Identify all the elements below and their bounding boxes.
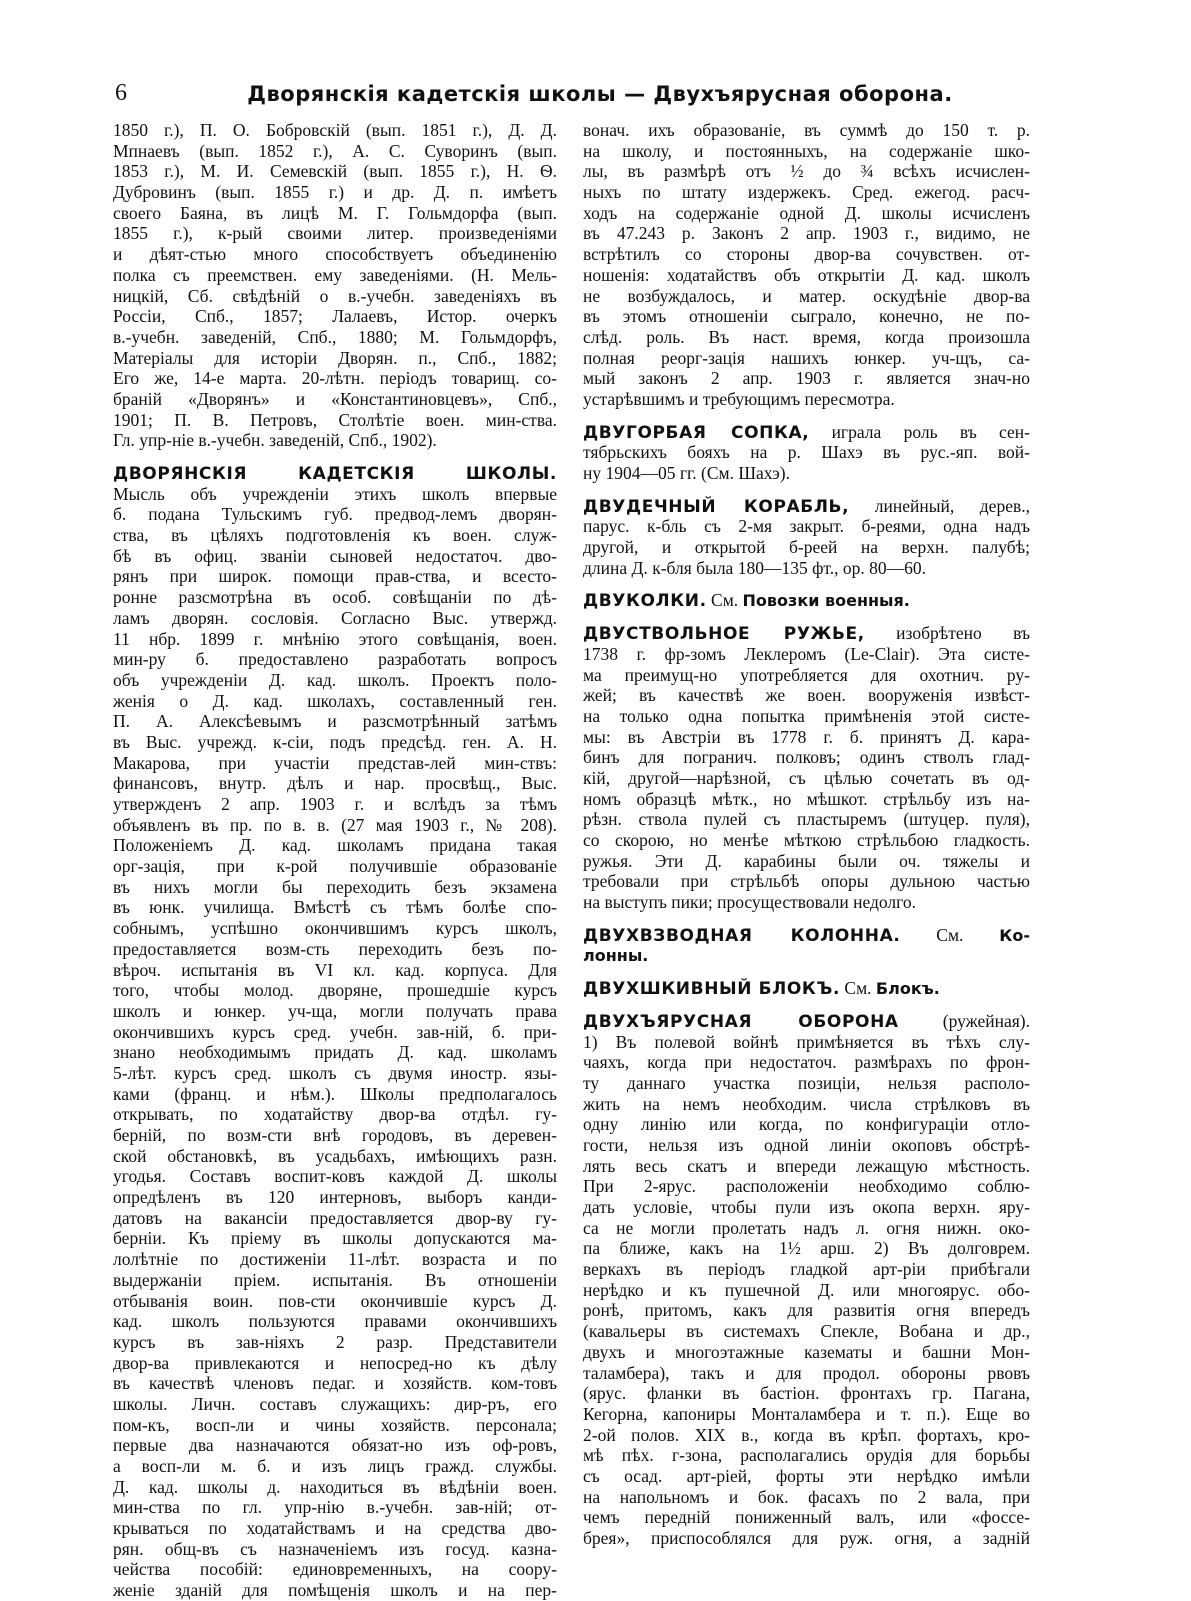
line-text: гости, нельзя изъ одной линіи окоповъ обстрѣ- [583, 1134, 1030, 1155]
entry-gap [583, 484, 1030, 496]
text-line [583, 516, 1030, 537]
line-text: не возбуждалось, и матер. оскудѣніе двор-ва [583, 285, 1030, 306]
line-text: См. [900, 924, 1000, 945]
entry-headword: ДВУХВЗВОДНАЯ КОЛОННА. [583, 925, 901, 946]
line-text: мый законъ 2 апр. 1903 г. является знач-но [583, 368, 1030, 389]
line-text: ныхъ по штату издержекъ. Сред. ежегод. расч- [583, 182, 1030, 203]
line-text: другой, и открытой б-реей на верхн. палубѣ; [583, 537, 1030, 558]
line-text: парус. к-бль съ 2-мя закрыт. б-реями, одна надъ [583, 516, 1030, 537]
line-text: въ нихъ могли бы переходить безъ экзамена [113, 876, 557, 897]
text-line [113, 566, 557, 587]
text-line [113, 1208, 557, 1229]
text-line [113, 389, 557, 410]
text-line [583, 537, 1030, 558]
text-line [113, 587, 557, 608]
line-text: Макарова, при участіи представ-лей мин-ствъ: [113, 752, 557, 773]
line-text: угодья. Составъ воспит-ковъ каждой Д. школы [113, 1166, 557, 1187]
line-text: ства, въ цѣляхъ подготовленія къ воен. служ- [113, 525, 557, 546]
line-text: нерѣдко и къ пушечной Д. или многоярус. обо- [583, 1279, 1030, 1300]
line-text: браній «Дворянъ» и «Константиновцевъ», Спб., [113, 388, 557, 409]
text-line [583, 892, 1030, 913]
line-text: дать условіе, чтобы пули изъ окопа верхн. яру- [583, 1197, 1030, 1217]
line-text: При 2-ярус. расположеніи необходимо соблю- [583, 1176, 1030, 1197]
line-text: крываться по ходатайствамъ и на средства дво- [113, 1518, 557, 1539]
text-line [113, 1394, 557, 1415]
text-line [583, 1487, 1030, 1508]
text-line [583, 265, 1030, 286]
line-text: окончившихъ курсъ сред. учебн. зав-ній, б. при- [113, 1021, 557, 1042]
text-line [583, 389, 1030, 410]
line-text: женіе зданій для помѣщенія школъ и на пер- [113, 1580, 557, 1601]
text-line [583, 851, 1030, 872]
text-line [113, 649, 557, 670]
text-line [583, 161, 1030, 182]
line-text: ружья. Эти Д. карабины были оч. тяжелы и [583, 850, 1030, 871]
line-text: школы. Личн. составъ служащихъ: дир-ръ, его [113, 1393, 557, 1414]
line-text: берніи. Къ пріему въ школы допускаются ма- [113, 1228, 557, 1249]
line-text: па ближе, какъ на 1½ арш. 2) Въ долговрем. [583, 1238, 1030, 1259]
line-text: бинъ для погранич. полковъ; одинъ стволъ глад- [583, 747, 1030, 768]
text-line [113, 1042, 557, 1063]
entry-headword: ДВУГОРБАЯ СОПКА, [583, 422, 810, 443]
entry-gap [583, 999, 1030, 1011]
text-line [113, 629, 557, 650]
line-text: 1901; П. В. Петровъ, Столѣтіе воен. мин-ства. [113, 409, 557, 430]
text-line [113, 161, 557, 182]
text-line [113, 939, 557, 960]
entry-headword: ДВУСТВОЛЬНОЕ РУЖЬЕ, [583, 624, 865, 644]
line-text: а восп-ли м. б. и изъ лицъ гражд. службы. [113, 1456, 557, 1476]
line-text: выдержаніи пріем. испытанія. Въ отношеніи [113, 1269, 557, 1290]
page-number: 6 [115, 80, 127, 106]
text-line [113, 773, 557, 794]
text-line [113, 1084, 557, 1105]
text-line [113, 1332, 557, 1353]
text-line [113, 1249, 557, 1270]
line-text: ношенія: ходатайствъ объ открытіи Д. кад. школъ [583, 264, 1030, 285]
line-text: утвержденъ 2 апр. 1903 г. и вслѣдъ за тѣмъ [113, 794, 557, 814]
entry-headword-line [583, 590, 1030, 611]
line-text: 5-лѣт. курсъ сред. школъ съ двумя иностр. язы- [113, 1062, 557, 1083]
text-line [113, 1518, 557, 1539]
line-text: въ этомъ отношеніи сыграло, конечно, не по- [583, 306, 1030, 327]
text-line [583, 368, 1030, 389]
line-text: лы, въ размѣрѣ отъ ½ до ¾ всѣхъ исчислен- [583, 161, 1030, 182]
text-line [583, 558, 1030, 579]
text-line [113, 244, 557, 265]
entry-headword: ДВУХЪЯРУСНАЯ ОБОРОНА [583, 1011, 899, 1032]
line-text: собнымъ, успѣшно окончившимъ курсъ школъ, [113, 918, 557, 939]
line-text: ну 1904—05 гг. (См. Шахэ). [583, 463, 790, 483]
text-line [113, 286, 557, 307]
line-text: того, чтобы молод. дворяне, прошедшіе курсъ [113, 980, 557, 1001]
line-text: въ 47.243 р. Законъ 2 апр. 1903 г., видимо, не [583, 223, 1030, 244]
cross-reference: Блокъ. [875, 979, 940, 999]
line-text: ту даннаго участка позиціи, нельзя располо- [583, 1072, 1030, 1093]
text-line [583, 1197, 1030, 1218]
line-text: брея», приспособлялся для руж. огня, а задній [583, 1528, 1030, 1548]
text-line [583, 306, 1030, 327]
text-line [583, 747, 1030, 768]
line-text: 1) Въ полевой войнѣ примѣняется въ тѣхъ слу- [583, 1031, 1030, 1052]
line-text: веркахъ въ періодъ гладкой арт-ріи прибѣгали [583, 1259, 1030, 1280]
line-text: мы: въ Австріи въ 1778 г. б. принятъ Д. кара- [583, 726, 1030, 747]
text-line [113, 182, 557, 203]
text-line [113, 835, 557, 856]
text-line [113, 1497, 557, 1518]
line-text: мин-ру б. предоставлено разработать вопросъ [113, 649, 557, 670]
line-text: Д. кад. школы д. находиться въ вѣдѣніи воен. [113, 1476, 557, 1497]
line-text: лолѣтніе по достиженіи 11-лѣт. возраста и по [113, 1249, 557, 1270]
line-text: ницкій, Сб. свѣдѣній о в.-учебн. заведеніяхъ въ [113, 285, 557, 306]
text-line [113, 856, 557, 877]
entry-gap [583, 578, 1030, 590]
text-line [113, 1373, 557, 1394]
line-text: длина Д. к-бля была 180—135 фт., ор. 80—60. [583, 557, 926, 578]
text-line [583, 141, 1030, 162]
text-line [113, 980, 557, 1001]
text-line [113, 327, 557, 348]
line-text: одну линію или когда, по конфигураціи отло- [583, 1114, 1030, 1135]
line-text: ронне разсмотрѣна въ особ. совѣщаніи по дѣ- [113, 587, 557, 608]
text-line [583, 1528, 1030, 1549]
line-text: своего Баяна, въ лицѣ М. Г. Гольмдорфа (вып. [113, 202, 557, 223]
line-text: таламбера), такъ и для продол. обороны рвовъ [583, 1362, 1030, 1383]
line-text: Гл. упр-ніе в.-учебн. заведеній, Спб., 1902). [113, 430, 437, 451]
line-text: изобрѣтено въ [864, 623, 1030, 644]
line-text: на выступъ пики; просуществовали недолго. [583, 892, 917, 913]
line-text: отбыванія воин. пов-сти окончившіе курсъ Д. [113, 1290, 557, 1311]
line-text: б. подана Тульскимъ губ. предвод-лемъ дворян- [113, 504, 557, 525]
text-line [113, 1022, 557, 1043]
entry-gap [583, 410, 1030, 422]
text-line [113, 306, 557, 327]
entry-gap [583, 913, 1030, 925]
line-text: и дѣят-стью много способствуетъ объединенію [113, 244, 557, 265]
line-text: П. А. Алексѣевымъ и разсмотрѣнный затѣмъ [113, 711, 557, 732]
text-line [113, 815, 557, 836]
line-text: ходъ на содержаніе одной Д. школы исчисленъ [583, 202, 1030, 223]
line-text: финансовъ, внутр. дѣлъ и нар. просвѣщ., Выс. [113, 773, 557, 794]
line-text: вѣроч. испытанія въ VI кл. кад. корпуса. Для [113, 959, 557, 980]
cross-reference: лонны. [583, 946, 649, 966]
line-text: на только одна попытка примѣненія этой систе- [583, 705, 1030, 726]
text-line [583, 1238, 1030, 1259]
text-line [113, 265, 557, 286]
text-line [113, 1228, 557, 1249]
text-line [583, 1507, 1030, 1528]
line-text: двухъ и многоэтажные казематы и башни Мон- [583, 1341, 1030, 1362]
line-text: мѣ пѣх. г-зона, располагались орудія для борьбы [583, 1445, 1030, 1466]
right-column [583, 120, 1030, 1549]
entry-headword: ДВУХШКИВНЫЙ БЛОКЪ. [583, 979, 841, 999]
line-text: линейный, дерев., [849, 495, 1030, 516]
line-text: курсъ въ зав-ніяхъ 2 разр. Представители [113, 1331, 557, 1352]
text-line [113, 1125, 557, 1146]
text-line [583, 1300, 1030, 1321]
text-line [583, 244, 1030, 265]
text-line [583, 1032, 1030, 1053]
text-line [583, 120, 1030, 141]
line-text: на школу, и постоянныхъ, на содержаніе шко- [583, 140, 1030, 161]
line-text: рѣзн. ствола пулей съ пластыремъ (штуцер. пуля), [583, 809, 1030, 830]
cross-reference: Повозки военныя. [742, 591, 910, 611]
line-text: объ учрежденіи Д. кад. школъ. Проектъ поло- [113, 669, 557, 690]
text-line [113, 960, 557, 981]
text-line [583, 1383, 1030, 1404]
line-text: 1850 г.), П. О. Бобровскій (вып. 1851 г.), Д. Д. [113, 120, 557, 140]
text-line [113, 410, 557, 431]
entry-headword-line [583, 1011, 1030, 1032]
line-text: пом-къ, восп-ли и чины хозяйств. персонала; [113, 1414, 557, 1435]
text-line [113, 1166, 557, 1187]
line-text: (кавальеры въ системахъ Спекле, Вобана и др., [583, 1321, 1030, 1342]
cross-reference: Ко- [999, 925, 1030, 945]
text-line [583, 809, 1030, 830]
line-text: съ осад. арт-ріей, форты эти нерѣдко имѣли [583, 1465, 1030, 1486]
line-text: встрѣтилъ со стороны двор-ва сочувствен. от- [583, 244, 1030, 265]
text-line [583, 442, 1030, 463]
left-column [113, 120, 557, 1601]
line-text: ками (франц. и нѣм.). Школы предполагалось [113, 1083, 557, 1104]
line-text: требовали при стрѣльбѣ опоры дульною частью [583, 871, 1030, 892]
text-line [113, 877, 557, 898]
line-text: знано необходимымъ придать Д. кад. школамъ [113, 1042, 557, 1063]
entry-gap [113, 451, 557, 463]
text-line [113, 525, 557, 546]
text-line [583, 1342, 1030, 1363]
line-text: въ юнк. училища. Вмѣстѣ съ тѣмъ болѣе спо- [113, 897, 557, 918]
text-line [113, 141, 557, 162]
text-line [113, 368, 557, 389]
line-text: в.-учебн. заведеній, Спб., 1880; М. Гольмдорфъ, [113, 326, 557, 347]
text-line [113, 546, 557, 567]
text-line [583, 644, 1030, 665]
line-text: рян. общ-въ съ назначеніемъ изъ госуд. казна- [113, 1538, 557, 1559]
text-line [113, 1104, 557, 1125]
line-text: чаяхъ, когда при недостаточ. размѣрахъ по фрон- [583, 1052, 1030, 1073]
line-text: Мысль объ учрежденіи этихъ школъ впервые [113, 483, 557, 504]
entry-headword: ДВУКОЛКИ. [583, 591, 707, 612]
line-text: на напольномъ и бок. фасахъ по 2 вала, при [583, 1486, 1030, 1507]
text-line [113, 1435, 557, 1456]
line-text: Кегорна, капониры Монталамбера и т. п.). Еще во [583, 1403, 1030, 1424]
text-line [583, 1176, 1030, 1197]
line-text: 1853 г.), М. И. Семевскій (вып. 1855 г.), Н. Ѳ. [113, 161, 557, 182]
line-text: въ Выс. учрежд. к-сіи, подъ предсѣд. ген. А. Н. [113, 731, 557, 752]
text-line [113, 1539, 557, 1560]
text-line [583, 223, 1030, 244]
text-line [583, 685, 1030, 706]
text-line [113, 1456, 557, 1477]
text-line [583, 1425, 1030, 1446]
text-line [113, 348, 557, 369]
text-line [583, 1404, 1030, 1425]
entry-headword-line [583, 925, 1030, 946]
line-text: открывать, по ходатайству двор-ва отдѣл. гу- [113, 1104, 557, 1125]
text-line [583, 1280, 1030, 1301]
line-text: Положеніемъ Д. кад. школамъ придана такая [113, 835, 557, 856]
line-text: берній, по возм-сти внѣ городовъ, въ деревен- [113, 1125, 557, 1145]
text-line [583, 1073, 1030, 1094]
line-text: объявленъ въ пр. по в. в. (27 мая 1903 г., № 208). [113, 814, 557, 835]
text-line [583, 463, 1030, 484]
line-text: орг-зація, при к-рой получившіе образованіе [113, 856, 557, 877]
line-text: въ качествѣ членовъ педаг. и хозяйств. ком-товъ [113, 1373, 557, 1394]
text-line [583, 348, 1030, 369]
text-line [113, 1001, 557, 1022]
line-text: Россіи, Спб., 1857; Лалаевъ, Истор. очеркъ [113, 306, 557, 327]
line-text: первые два назначаются обязат-но изъ оф-ровъ, [113, 1435, 557, 1456]
text-line [113, 1415, 557, 1436]
line-text: 1855 г.), к-рый своими литер. произведеніями [113, 223, 557, 244]
entry-headword-line [583, 978, 1030, 999]
entry-headword-line [113, 463, 557, 484]
line-text: школъ и юнкер. уч-ща, могли получать права [113, 1000, 557, 1021]
line-text: ской обстановкѣ, въ усадьбахъ, имѣющихъ разн. [113, 1145, 557, 1166]
text-line [113, 504, 557, 525]
line-text: кад. школъ пользуются правами окончившихъ [113, 1311, 557, 1332]
line-text: устарѣвшимъ и требующимъ пересмотра. [583, 388, 895, 409]
text-line [113, 732, 557, 753]
text-line [113, 1311, 557, 1332]
line-text: номъ образцѣ мѣтк., но мѣшкот. стрѣльбу изъ на- [583, 788, 1030, 809]
line-text: мин-ства по гл. упр-нію в.-учебн. зав-ній; от- [113, 1497, 557, 1518]
line-text: чейства пособій: единовременныхъ, на соору- [113, 1559, 557, 1580]
text-line [583, 1445, 1030, 1466]
text-line [583, 203, 1030, 224]
text-line [113, 1580, 557, 1601]
text-line [113, 691, 557, 712]
line-text: 2-ой полов. XIX в., когда въ крѣп. фортахъ, кро- [583, 1424, 1030, 1445]
text-line [113, 918, 557, 939]
text-line [113, 1270, 557, 1291]
text-line [583, 706, 1030, 727]
text-line [113, 484, 557, 505]
entry-headword-line [583, 422, 1030, 443]
line-text: (ружейная). [898, 1010, 1030, 1031]
entry-headword: ДВОРЯНСКІЯ КАДЕТСКІЯ ШКОЛЫ. [113, 464, 557, 484]
running-title: Дворянскія кадетскія школы — Двухъярусная оборона. [247, 82, 953, 106]
entry-headword-line [583, 496, 1030, 517]
line-text: предоставляется возм-сть переходить безъ по- [113, 938, 557, 959]
line-text: двор-ва привлекаются и непосред-но къ дѣлу [113, 1352, 557, 1373]
text-line [583, 1363, 1030, 1384]
text-line [113, 1477, 557, 1498]
line-text: са не могли пролетать надъ л. огня нижн. око- [583, 1217, 1030, 1238]
text-line [113, 794, 557, 815]
line-text: Его же, 14-е марта. 20-лѣтн. періодъ товарищ. со- [113, 368, 557, 389]
page-header [110, 80, 1030, 110]
text-line [113, 1187, 557, 1208]
text-line [583, 1094, 1030, 1115]
line-text: ронѣ, притомъ, какъ для развитія огня впередъ [583, 1300, 1030, 1321]
text-line [113, 1146, 557, 1167]
text-line [583, 768, 1030, 789]
text-line [113, 203, 557, 224]
text-line [583, 1156, 1030, 1177]
text-line [113, 711, 557, 732]
line-text: чемъ передній пониженный валъ, или «фоссе- [583, 1507, 1030, 1528]
text-line [583, 1321, 1030, 1342]
line-text: женія о Д. кад. школахъ, составленный ген. [113, 690, 557, 711]
text-line [583, 327, 1030, 348]
line-text: рянъ при широк. помощи прав-ства, и всесто- [113, 566, 557, 587]
line-text: 1738 г. фр-зомъ Леклеромъ (Le-Clair). Эта систе- [583, 643, 1030, 664]
line-text: слѣд. роль. Въ наст. время, когда произошла [583, 326, 1030, 347]
text-line [583, 1052, 1030, 1073]
text-line [583, 182, 1030, 203]
line-text: полная реорг-зація нашихъ юнкер. уч-щъ, са- [583, 347, 1030, 368]
line-text: Дубровинъ (вып. 1855 г.) и др. Д. п. имѣетъ [113, 182, 557, 203]
entry-gap [583, 966, 1030, 978]
text-line [113, 120, 557, 141]
text-line [113, 670, 557, 691]
line-text: 11 нбр. 1899 г. мнѣнію этого совѣщанія, воен. [113, 628, 557, 649]
text-line [113, 897, 557, 918]
text-line [113, 1291, 557, 1312]
line-text: См. [706, 590, 743, 611]
text-line [113, 608, 557, 629]
line-text: кій, другой—нарѣзной, съ цѣлью сочетать въ од- [583, 767, 1030, 788]
text-line [583, 665, 1030, 686]
entry-headword: ДВУДЕЧНЫЙ КОРАБЛЬ, [583, 496, 850, 517]
line-text: лять весь скатъ и впереди лежащую мѣстность. [583, 1155, 1030, 1176]
line-text: жей; въ качествѣ же воен. вооруженія извѣст- [583, 685, 1030, 706]
line-text: со скорою, но менѣе мѣткою стрѣльбою гладкость. [583, 830, 1030, 850]
text-line [113, 1559, 557, 1580]
line-text: бѣ въ офиц. званіи сыновей недостаточ. дво- [113, 545, 557, 566]
text-line [583, 1135, 1030, 1156]
line-text: опредѣленъ въ 120 интерновъ, выборъ канди- [113, 1187, 557, 1208]
text-line [113, 223, 557, 244]
text-line [583, 789, 1030, 810]
text-line [583, 1259, 1030, 1280]
text-line [113, 430, 557, 451]
line-text: жить на немъ необходим. числа стрѣлковъ въ [583, 1093, 1030, 1114]
line-text: играла роль въ сен- [809, 421, 1030, 442]
line-text: полка съ преемствен. ему заведеніями. (Н. Мель- [113, 264, 557, 285]
text-line [583, 286, 1030, 307]
entry-gap [583, 611, 1030, 623]
line-text: ламъ дворян. сословія. Согласно Выс. утвержд. [113, 607, 557, 628]
text-line [583, 1218, 1030, 1239]
line-text: датовъ на вакансіи предоставляется двор-ву гу- [113, 1207, 557, 1228]
line-text: См. [840, 978, 876, 999]
entry-headword-line [583, 623, 1030, 644]
line-text: тябрьскихъ бояхъ на р. Шахэ въ рус.-яп. вой- [583, 442, 1030, 463]
line-text: (ярус. фланки въ бастіон. фронтахъ гр. Пагана, [583, 1383, 1030, 1404]
text-line [583, 871, 1030, 892]
line-text: ма преимущ-но употребляется для охотнич. ру- [583, 664, 1030, 685]
text-line [113, 753, 557, 774]
text-line [583, 727, 1030, 748]
line-text: вонач. ихъ образованіе, въ суммѣ до 150 т. р. [583, 120, 1030, 140]
text-line [113, 1353, 557, 1374]
text-line [583, 1466, 1030, 1487]
line-text: Мпнаевъ (вып. 1852 г.), А. С. Суворинъ (вып. [113, 140, 557, 161]
text-line [583, 1114, 1030, 1135]
text-line [583, 830, 1030, 851]
text-line [113, 1063, 557, 1084]
text-line [583, 945, 1030, 966]
line-text: Матеріалы для исторіи Дворян. п., Спб., 1882; [113, 347, 557, 368]
